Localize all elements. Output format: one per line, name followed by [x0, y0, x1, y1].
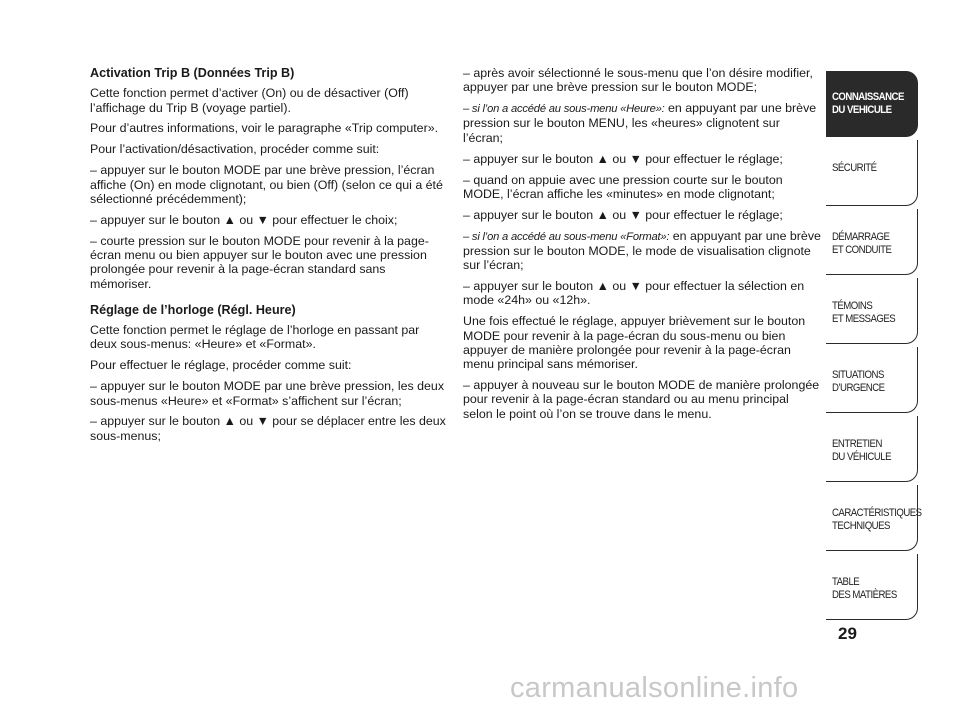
tab-temoins-et-messages[interactable] [826, 278, 918, 344]
page-number: 29 [838, 624, 857, 643]
paragraph: – appuyer sur le bouton ▲ ou ▼ pour effectuer le réglage; [463, 151, 783, 166]
tab-table-des-matieres[interactable] [826, 554, 918, 620]
section-heading-trip-b: Activation Trip B (Données Trip B) [90, 66, 295, 80]
paragraph-text: en appuyant par une brève pression sur le bouton MENU, les «heures» clignotent sur l’écran; [463, 101, 817, 145]
paragraph: – appuyer à nouveau sur le bouton MODE de manière prolongée pour revenir à la page-écran standard ou au menu principal selon le point où l’on se trouve dans le menu. [463, 378, 820, 421]
chapter-tabs [826, 71, 922, 623]
tab-situations-durgence[interactable] [826, 347, 918, 413]
tab-label: CONNAISSANCE DU VEHICULE [832, 91, 904, 116]
paragraph: – appuyer sur le bouton ▲ ou ▼ pour effectuer le choix; [90, 212, 398, 227]
paragraph: – appuyer sur le bouton MODE par une brève pression, l’écran affiche (On) en mode clignotant, ou bien (Off) (selon ce qui a été sélectionné précédemment); [90, 163, 443, 206]
paragraph: Une fois effectué le réglage, appuyer brièvement sur le bouton MODE pour revenir à la page-écran du sous-menu ou bien appuyer de manière prolongée pour revenir à la page-écran menu principal sans mémoriser. [463, 314, 806, 372]
tab-caracteristiques-techniques[interactable] [826, 485, 922, 551]
paragraph: Cette fonction permet d’activer (On) ou de désactiver (Off) l’affichage du Trip B (voyage partiel). [90, 86, 409, 115]
watermark: carmanualsonline.info [510, 672, 799, 704]
paragraph-text: en appuyant par une brève pression sur le bouton MODE, le mode de visualisation clignote sur l’écran; [463, 228, 821, 273]
tab-label: TABLE DES MATIÈRES [832, 576, 897, 601]
paragraph: – après avoir sélectionné le sous-menu que l’on désire modifier, appuyer par une brève pression sur le bouton MODE; [463, 66, 813, 95]
tab-label: ENTRETIEN DU VÉHICULE [832, 438, 892, 463]
tab-securite[interactable] [826, 140, 918, 206]
tab-label: DÉMARRAGE ET CONDUITE [832, 231, 892, 256]
paragraph: Pour effectuer le réglage, procéder comme suit: [90, 358, 352, 373]
right-column [463, 66, 821, 428]
tab-label: TÉMOINS ET MESSAGES [832, 300, 896, 325]
section-heading-clock: Réglage de l’horloge (Régl. Heure) [90, 302, 296, 317]
italic-lead: – si l’on a accédé au sous-menu «Format»: [463, 230, 670, 243]
tab-label: SITUATIONS D’URGENCE [832, 369, 885, 394]
paragraph: – appuyer sur le bouton ▲ ou ▼ pour effectuer le réglage; [463, 207, 783, 222]
paragraph: Pour l’activation/désactivation, procéder comme suit: [90, 142, 380, 157]
tab-connaissance-du-vehicule[interactable] [826, 71, 918, 137]
paragraph: Pour d’autres informations, voir le paragraphe «Trip computer». [90, 121, 439, 136]
tab-label: SÉCURITÉ [832, 162, 877, 174]
paragraph: – quand on appuie avec une pression courte sur le bouton MODE, l’écran affiche les «minutes» en mode clignotant; [463, 172, 783, 201]
paragraph: – appuyer sur le bouton MODE par une brève pression, les deux sous-menus «Heure» et «Format» s’affichent sur l’écran; [90, 379, 445, 408]
paragraph: – appuyer sur le bouton ▲ ou ▼ pour effectuer la sélection en mode «24h» ou «12h». [463, 279, 805, 308]
tab-entretien-du-vehicule[interactable] [826, 416, 918, 482]
paragraph: – courte pression sur le bouton MODE pour revenir à la page-écran menu ou bien appuyer sur le bouton avec une pression prolongée pour revenir à la page-écran standard sans mémoriser. [90, 233, 429, 291]
paragraph [463, 229, 821, 273]
paragraph: Cette fonction permet le réglage de l’horloge en passant par deux sous-menus: «Heure» et «Format». [90, 323, 420, 352]
paragraph [463, 101, 821, 145]
italic-lead: – si l’on a accédé au sous-menu «Heure»: [463, 103, 665, 116]
tab-label: CARACTÉRISTIQUES TECHNIQUES [832, 507, 922, 532]
tab-demarrage-et-conduite[interactable] [826, 209, 918, 275]
left-column [90, 66, 446, 450]
paragraph: – appuyer sur le bouton ▲ ou ▼ pour se déplacer entre les deux sous-menus; [90, 414, 446, 443]
